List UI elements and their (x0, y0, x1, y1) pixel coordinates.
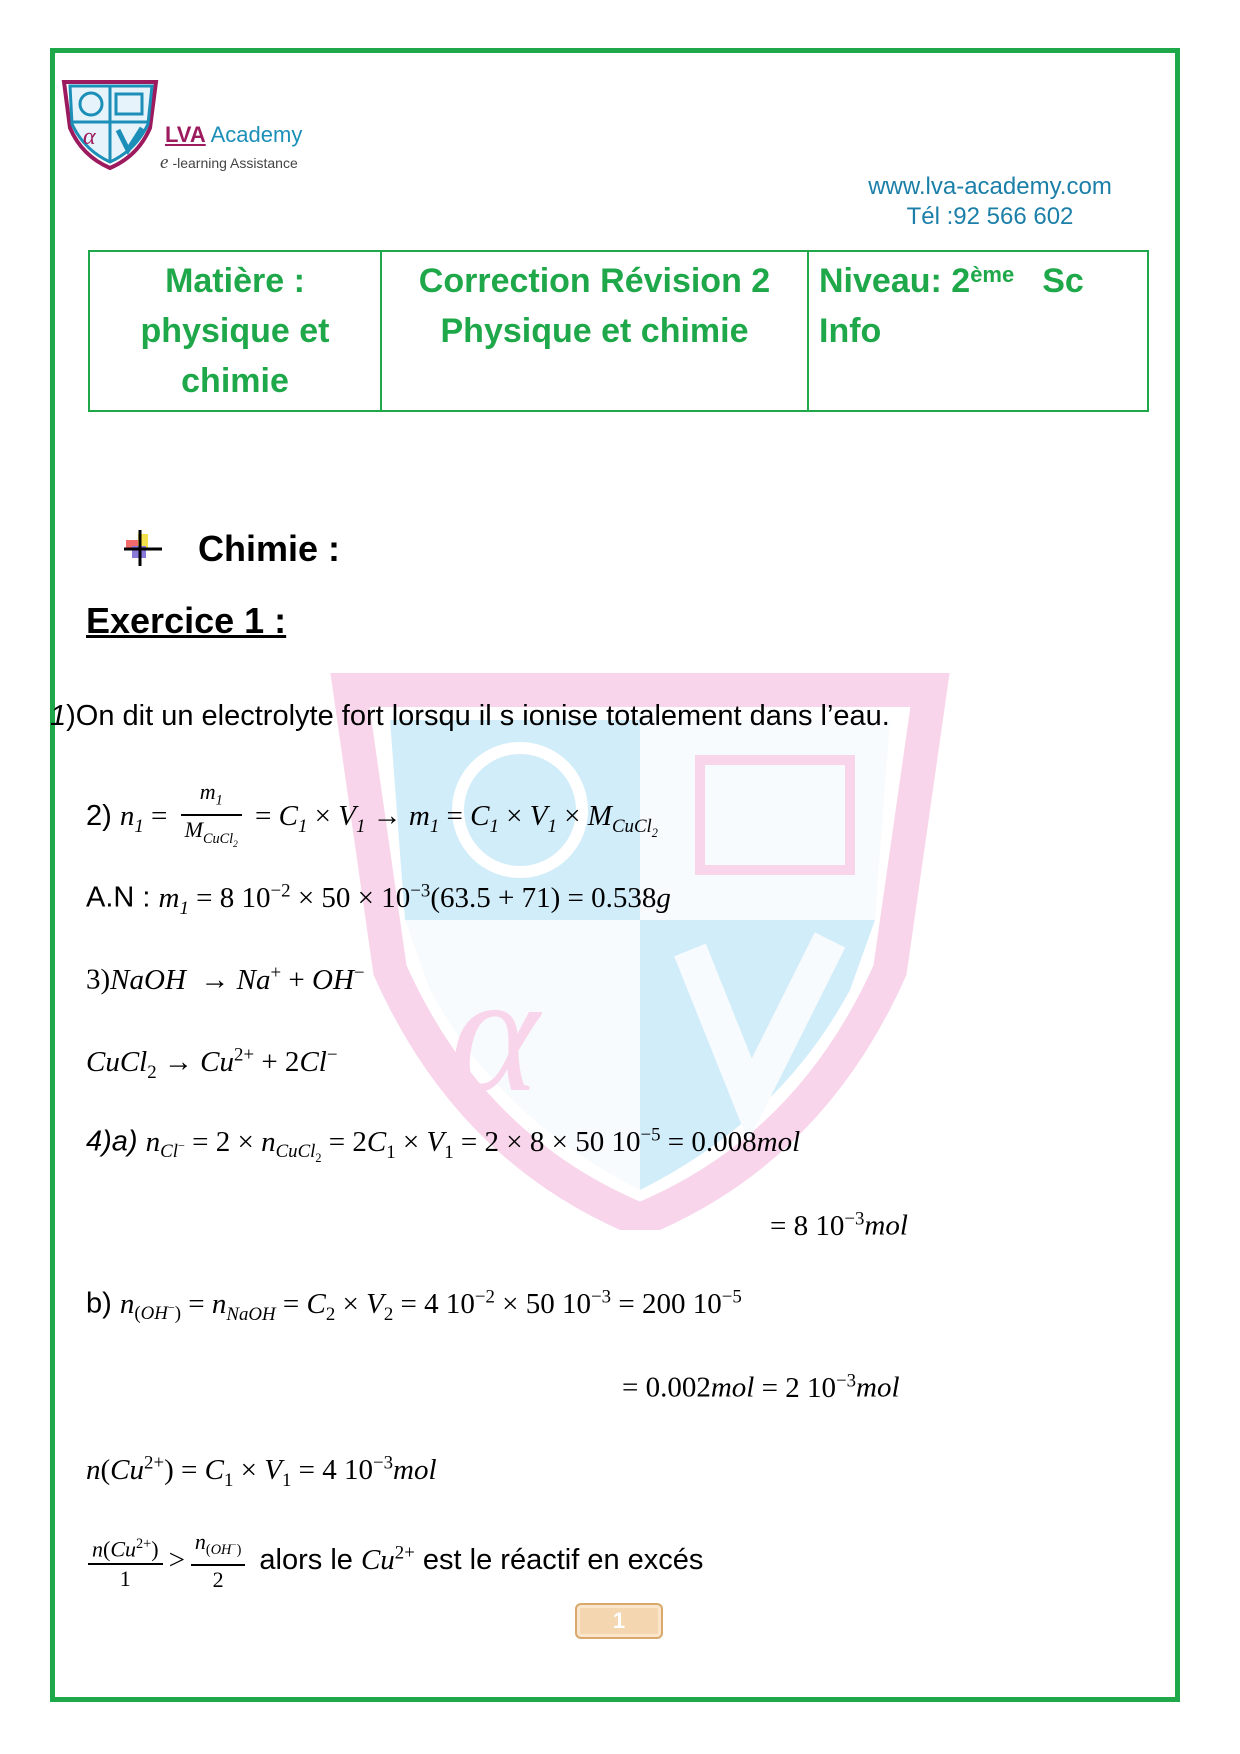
an-prefix: A.N : (86, 881, 159, 914)
q2-formula: $n_1$ = $\frac{m_1}{M_{CuCl_2}}$ = $C_1 \times V_1 \to m_1 = C_1 \times V_1 \times M_{CuCl_2}$ (119, 779, 658, 850)
question-1-text: )On dit un electrolyte fort lorsqu il s ionise totalement dans l’eau. (66, 700, 890, 732)
subject-label: Matière : (165, 262, 305, 300)
application-numerique (86, 880, 671, 919)
tagline-text: -learning Assistance (172, 155, 298, 171)
subject-line2: physique et (140, 312, 330, 350)
contact-block (840, 172, 1140, 232)
header-table (88, 250, 1149, 412)
copper-ion-quantity: $n(Cu^{2+}) = C_1 \times V_1 = 4$ $10^{-3}mol$ (86, 1452, 437, 1491)
question-1-number: 1 (50, 700, 67, 732)
subject-line3: chimie (181, 362, 289, 400)
title-line2: Physique et chimie (440, 312, 749, 350)
an-formula: $m_1 = 8$ $10^{-2} \times 50 \times 10^{-3}(63.5 + 71) = 0.538g$ (158, 880, 671, 919)
level-label: Niveau: 2 (819, 262, 971, 300)
question-1 (50, 700, 890, 733)
title-line1: Correction Révision 2 (418, 262, 771, 300)
level-sup: ème (970, 262, 1015, 287)
question-4a: 4)a) $n_{Cl^-} = 2 \times n_{CuCl_2} = 2C_1 \times V_1 = 2 \times 8 \times 50$ $10^{-5} = 0.008mol$ (86, 1124, 801, 1166)
website-text: www.lva-academy.com (868, 173, 1112, 200)
question-3-equation-2: CuCl$_2$ → $Cu^{2+} + 2Cl^-$ (86, 1044, 338, 1083)
level-cell (808, 251, 1148, 411)
question-2 (86, 778, 658, 859)
q4b-prefix: b) (86, 1287, 120, 1320)
q4a-prefix: 4)a) (86, 1125, 146, 1158)
phone-text: Tél :92 566 602 (906, 203, 1074, 230)
brand-tagline (160, 152, 298, 174)
level-sc: Sc (1042, 262, 1084, 300)
level-info: Info (819, 312, 882, 350)
brand-lva: LVA (165, 122, 206, 147)
svg-text:α: α (83, 124, 96, 150)
section-title: Chimie : (198, 528, 341, 569)
conclusion-middle: alors le (251, 1543, 361, 1576)
page-number: 1 (575, 1603, 663, 1639)
tagline-e: e (160, 152, 169, 173)
exercise-title: Exercice 1 : (86, 600, 287, 641)
title-cell (381, 251, 808, 411)
question-4b: b) $n_{(OH^-)} = n_{NaOH} = C_2 \times V_2 = 4$ $10^{-2} \times 50$ $10^{-3} = 200$ $10^{-5}$ (86, 1286, 742, 1325)
question-2-prefix: 2) (86, 799, 120, 832)
question-4b-result: = 0.002mol = 2 $10^{-3}mol$ (622, 1370, 900, 1404)
brand-academy: Academy (205, 122, 303, 147)
conclusion-end: est le réactif en excés (414, 1543, 704, 1576)
section-bullet-icon (122, 528, 166, 568)
lva-academy-logo (58, 78, 162, 170)
subject-cell (89, 251, 381, 411)
question-4a-result: = 8 $10^{-3}mol$ (770, 1208, 908, 1242)
question-3-equation-1: 3)NaOH → Na+ + OH− (86, 962, 365, 996)
level-line1 (819, 256, 1137, 306)
brand-name (165, 122, 302, 148)
svg-text:α: α (450, 939, 540, 1127)
conclusion-line: $\frac{n(Cu^{2+})}{1}$ > $\frac{n_{(OH^-)}}{2}$ alors le $Cu^{2+}$ est le réactif en excés (82, 1528, 703, 1594)
